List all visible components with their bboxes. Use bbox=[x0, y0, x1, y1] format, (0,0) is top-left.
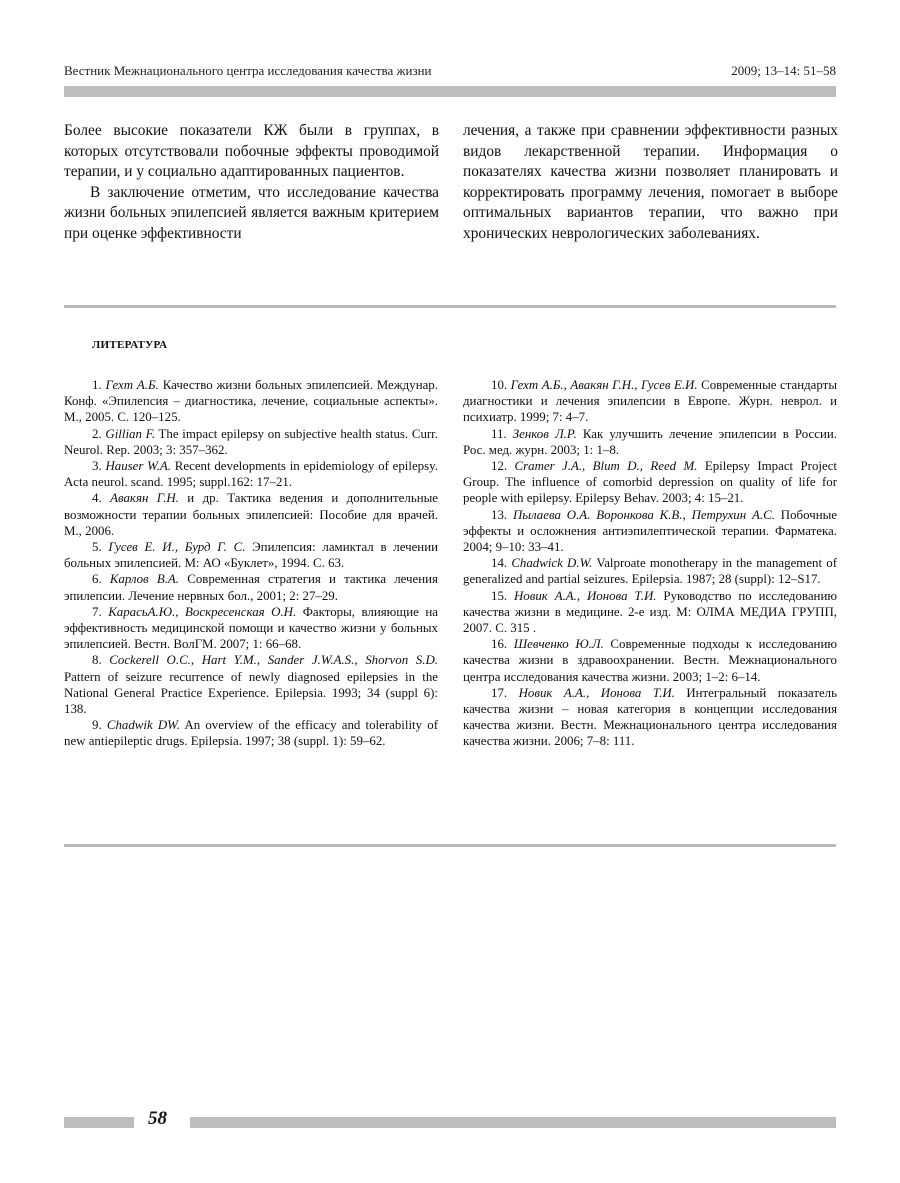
reference-number: 14. bbox=[491, 556, 508, 571]
reference-text: Современные стандарты диагностики и лечения эпилепсии в Европе. Журн. неврол. и психиатр. 1999; 7: 4–7. bbox=[463, 378, 837, 425]
reference-item bbox=[463, 507, 837, 556]
reference-item bbox=[463, 377, 837, 426]
reference-authors: Карлов В.А. bbox=[109, 572, 180, 587]
reference-item bbox=[463, 636, 837, 685]
reference-authors: Новик А.А., Ионова Т.И. bbox=[514, 588, 657, 603]
reference-authors: Гехт А.Б. bbox=[105, 378, 159, 392]
reference-text: Современная стратегия и тактика лечения эпилепсии. Лечение нервных бол., 2001; 2: 27–29. bbox=[64, 572, 438, 603]
reference-authors: Cramer J.A., Blum D., Reed M. bbox=[514, 459, 698, 474]
reference-item bbox=[64, 539, 438, 571]
reference-authors: Гехт А.Б., Авакян Г.Н., Гусев Е.И. bbox=[510, 378, 698, 392]
references-heading: ЛИТЕРАТУРА bbox=[92, 339, 168, 351]
reference-item bbox=[64, 652, 438, 717]
reference-text: Побочные эффекты и осложнения антиэпилептической терапии. Фарматека. 2004; 9–10: 33–41. bbox=[463, 507, 837, 555]
reference-number: 17. bbox=[491, 685, 508, 700]
reference-text: Факторы, влияющие на эффективность медицинской помощи и качество жизни у больных эпилепсией. Вестн. ВолГМ. 2007; 1: 66–68. bbox=[64, 604, 438, 652]
page-number: 58 bbox=[148, 1108, 167, 1129]
reference-item bbox=[64, 490, 438, 539]
reference-number: 5. bbox=[92, 540, 102, 555]
reference-number: 13. bbox=[491, 507, 508, 522]
reference-text: The impact epilepsy on subjective health status. Curr. Neurol. Rep. 2003; 3: 357–362. bbox=[64, 426, 438, 457]
reference-text: Valproate monotherapy in the management of generalized and partial seizures. Epilepsia. 1987; 28 (suppl): 12–S17. bbox=[463, 556, 837, 587]
reference-item bbox=[64, 426, 438, 458]
reference-authors: Gillian F. bbox=[105, 426, 156, 441]
reference-item bbox=[463, 555, 837, 587]
reference-item bbox=[463, 685, 837, 750]
reference-number: 15. bbox=[491, 588, 508, 603]
reference-authors: Cockerell O.C., Hart Y.M., Sander J.W.A.S., Shorvon S.D. bbox=[109, 653, 438, 668]
reference-authors: КарасьА.Ю., Воскресенская О.Н. bbox=[108, 604, 297, 619]
footer-rule-left bbox=[64, 1117, 134, 1128]
reference-number: 3. bbox=[92, 459, 102, 474]
reference-text: Эпилепсия: ламиктал в лечении больных эпилепсией. М: АО «Буклет», 1994. С. 63. bbox=[64, 540, 439, 571]
reference-number: 2. bbox=[92, 426, 102, 441]
reference-number: 10. bbox=[491, 378, 508, 392]
reference-text: Epilepsy Impact Project Group. The influence of comorbid depression on quality of life for people with epilepsy. Epilepsy Behav. 2003; 4: 15–21. bbox=[463, 459, 838, 506]
reference-number: 9. bbox=[92, 718, 102, 733]
header-rule bbox=[64, 86, 836, 97]
reference-authors: Chadwick D.W. bbox=[511, 556, 593, 571]
reference-number: 12. bbox=[491, 459, 508, 474]
reference-number: 16. bbox=[491, 637, 508, 652]
reference-text: Recent developments in epidemiology of epilepsy. Acta neurol. scand. 1995; suppl.162: 17–21. bbox=[64, 459, 438, 490]
reference-authors: Пылаева О.А. Воронкова К.В., Петрухин А.С. bbox=[512, 507, 775, 522]
reference-item bbox=[463, 588, 837, 637]
reference-text: Интегральный показатель качества жизни – новая категория в концепции исследования качества жизни. Вестн. Межнационального центра исследования качества жизни. 2006; 7–8: 111. bbox=[463, 685, 837, 749]
body-column-left bbox=[64, 121, 439, 245]
reference-text: Как улучшить лечение эпилепсии в России. Рос. мед. журн. 2003; 1: 1–8. bbox=[463, 426, 837, 457]
reference-text: Современные подходы к исследованию качества жизни в здравоохранении. Вестн. Межнационального центра исследования качества жизни. 2003; 1–2: 6–14. bbox=[463, 637, 837, 684]
reference-number: 8. bbox=[92, 653, 102, 668]
reference-item bbox=[463, 458, 837, 507]
reference-item bbox=[463, 426, 837, 458]
reference-text: Качество жизни больных эпилепсией. Междунар. Конф. «Эпилепсия – диагностика, лечение, социальные аспекты». М., 2005. С. 120–125. bbox=[64, 378, 438, 425]
reference-item bbox=[64, 571, 438, 603]
reference-number: 4. bbox=[92, 491, 102, 506]
footer-rule-right bbox=[190, 1117, 836, 1128]
journal-title: Вестник Межнационального центра исследования качества жизни bbox=[64, 63, 432, 78]
issue-pages: 2009; 13–14: 51–58 bbox=[731, 63, 836, 78]
body-column-right bbox=[463, 121, 838, 245]
section-divider bbox=[64, 844, 836, 847]
reference-number: 6. bbox=[92, 572, 102, 587]
reference-authors: Hauser W.A. bbox=[105, 459, 172, 474]
reference-item bbox=[64, 717, 438, 749]
reference-authors: Chadwik DW. bbox=[106, 718, 180, 733]
reference-text: и др. Тактика ведения и дополнительные возможности терапии больных эпилепсией: Пособие для врачей. М., 2006. bbox=[64, 491, 438, 538]
reference-authors: Авакян Г.Н. bbox=[110, 491, 179, 506]
reference-text: An overview of the efficacy and tolerability of new antiepileptic drugs. Epilepsia. 1997; 38 (suppl. 1): 59–62. bbox=[64, 718, 438, 749]
references-column-left bbox=[64, 377, 438, 750]
reference-authors: Зенков Л.Р. bbox=[512, 426, 577, 441]
reference-text: Руководство по исследованию качества жизни в медицине. 2-е изд. М: ОЛМА МЕДИА ГРУПП, 2007. С. 315 . bbox=[463, 588, 837, 636]
reference-number: 1. bbox=[92, 378, 102, 392]
body-paragraph: В заключение отметим, что исследование качества жизни больных эпилепсией является важным критерием при оценке эффективности bbox=[64, 183, 439, 242]
section-divider bbox=[64, 305, 836, 308]
reference-authors: Шевченко Ю.Л. bbox=[513, 637, 604, 652]
reference-authors: Новик А.А., Ионова Т.И. bbox=[518, 685, 675, 700]
reference-item bbox=[64, 458, 438, 490]
reference-authors: Гусев Е. И., Бурд Г. С. bbox=[108, 540, 246, 555]
reference-number: 11. bbox=[491, 426, 507, 441]
body-paragraph: Более высокие показатели КЖ были в группах, в которых отсутствовали побочные эффекты проводимой терапии, и у социально адаптированных пациентов. bbox=[64, 122, 439, 181]
reference-item bbox=[64, 377, 438, 426]
references-column-right bbox=[463, 377, 837, 750]
body-paragraph: лечения, а также при сравнении эффективности разных видов лекарственной терапии. Информация о показателях качества жизни позволяет планировать и корректировать программу лечения, помогает в выборе оптимальных вариантов терапии, что важно при хронических неврологических заболеваниях. bbox=[463, 122, 838, 242]
reference-text: Pattern of seizure recurrence of newly diagnosed epilepsies in the National General Practice Experience. Epilepsia. 1993; 34 (suppl 6): 138. bbox=[64, 669, 438, 717]
reference-number: 7. bbox=[92, 604, 102, 619]
reference-item bbox=[64, 604, 438, 653]
